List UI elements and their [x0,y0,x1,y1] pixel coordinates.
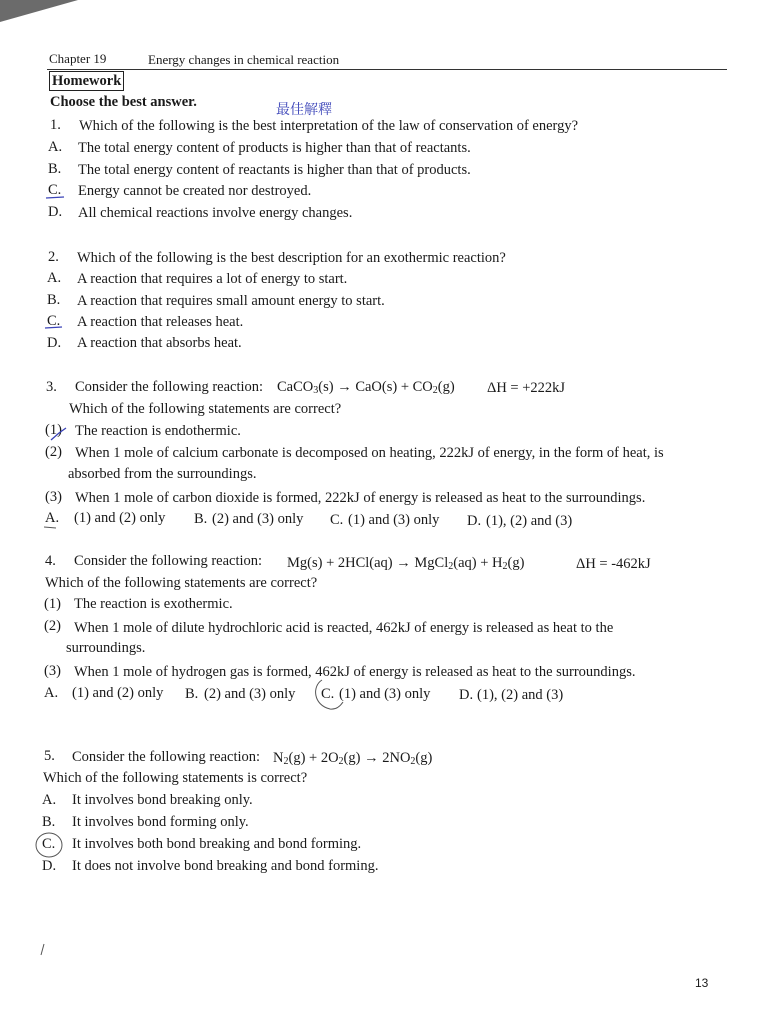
q1-option-text: Energy cannot be created nor destroyed. [78,183,312,199]
q4-statement-text: When 1 mole of dilute hydrochloric acid is reacted, 462kJ of energy is released as heat to the [74,620,614,636]
q5-option-label: A. [42,792,57,808]
q3-statement-continuation: absorbed from the surroundings. [68,466,257,482]
header-rule [47,69,727,70]
q2-option-text: A reaction that requires small amount energy to start. [77,293,385,309]
q4-intro: Consider the following reaction: [74,553,263,569]
q1-option-label: C. [48,182,62,198]
q4-choice-label: D. [459,687,474,703]
q4-choice-text: (2) and (3) only [204,686,296,702]
q5-option-text: It involves both bond breaking and bond forming. [72,836,362,852]
q4-statement-text: When 1 mole of hydrogen gas is formed, 462kJ of energy is released as heat to the surroundings. [74,664,636,680]
handwritten-note: 最佳解釋 [276,102,332,118]
page-number: 13 [695,976,709,990]
q4-number: 4. [45,553,56,569]
q5-option-text: It does not involve bond breaking and bond forming. [72,858,379,874]
q4-reaction-equation: Mg(s) + 2HCl(aq) → MgCl$_2$(aq) + $H_2(g)$ [287,555,525,572]
q1-text: Which of the following is the best interpretation of the law of conservation of energy? [79,118,579,134]
q4-choice-text: (1) and (3) only [339,686,431,702]
q5-question: Which of the following statements is correct? [43,770,308,786]
q5-reaction-equation: $N_2(g) + 2O_2(g) \to 2NO_2(g)$ [273,750,433,767]
q3-choice-text: (2) and (3) only [212,511,304,527]
section-heading: Homework [49,71,124,91]
q3-answer-underline [44,527,56,528]
q5-option-label: C. [42,836,56,852]
margin-pencil-mark [41,944,44,955]
q1-number: 1. [50,117,61,133]
q5-number: 5. [44,748,55,764]
q5-intro: Consider the following reaction: [72,749,261,765]
q3-statement-label: (1) [45,422,62,438]
q1-option-text: All chemical reactions involve energy changes. [78,205,353,221]
q3-statement-label: (3) [45,489,62,505]
q3-reaction-equation: CaCO$_3$(s) → $CaO(s) + CO_2(g)$ [277,379,455,396]
q1-option-text: The total energy content of products is higher than that of reactants. [78,140,471,156]
instruction: Choose the best answer. [50,94,197,110]
q3-choice-label: C. [330,512,344,528]
q5-option-text: It involves bond breaking only. [72,792,253,808]
q5-option-label: B. [42,814,56,830]
q2-text: Which of the following is the best description for an exothermic reaction? [77,250,506,266]
q3-choice-label: D. [467,513,482,529]
q2-option-text: A reaction that absorbs heat. [77,335,242,351]
q4-statement-label: (3) [44,663,61,679]
q4-statement-label: (1) [44,596,61,612]
q3-choice-label: B. [194,511,208,527]
q3-choice-text: (1), (2) and (3) [486,513,573,529]
q3-statement-label: (2) [45,444,62,460]
q3-statement-text: When 1 mole of calcium carbonate is decomposed on heating, 222kJ of energy, in the form of heat, is [75,445,664,461]
q1-option-label: D. [48,204,63,220]
q4-statement-label: (2) [44,618,61,634]
q3-question: Which of the following statements are correct? [69,401,342,417]
q2-option-label: D. [47,335,62,351]
q3-choice-text: (1) and (2) only [74,510,166,526]
q2-option-text: A reaction that requires a lot of energy to start. [77,271,348,287]
scan-corner-shadow [0,0,80,24]
q4-choice-text: (1), (2) and (3) [477,687,564,703]
q4-statement-text: The reaction is exothermic. [74,596,233,612]
q5-option-label: D. [42,858,57,874]
q2-option-text: A reaction that releases heat. [77,314,244,330]
q3-statement-text: The reaction is endothermic. [75,423,241,439]
q2-number: 2. [48,249,59,265]
q3-statement-text: When 1 mole of carbon dioxide is formed, 222kJ of energy is released as heat to the surroundings. [75,490,646,506]
q1-option-label: A. [48,139,63,155]
q4-choice-label: A. [44,685,59,701]
q3-intro: Consider the following reaction: [75,379,264,395]
chapter-title: Energy changes in chemical reaction [148,52,340,67]
q5-option-text: It involves bond forming only. [72,814,249,830]
q3-choice-text: (1) and (3) only [348,512,440,528]
q4-choice-label: B. [185,686,199,702]
q3-number: 3. [46,379,57,395]
q1-option-text: The total energy content of reactants is higher than that of products. [78,162,471,178]
q3-choice-label: A. [45,510,60,526]
chapter-number: Chapter 19 [49,51,107,66]
q2-option-label: C. [47,313,61,329]
q4-choice-label: C. [321,686,335,702]
q4-question: Which of the following statements are correct? [45,575,318,591]
q2-option-label: B. [47,292,61,308]
q1-option-label: B. [48,161,62,177]
q4-statement-continuation: surroundings. [66,640,146,656]
q3-enthalpy-change: ΔH = +222kJ [487,380,566,396]
q4-enthalpy-change: ΔH = -462kJ [576,556,651,572]
q4-choice-text: (1) and (2) only [72,685,164,701]
q2-option-label: A. [47,270,62,286]
